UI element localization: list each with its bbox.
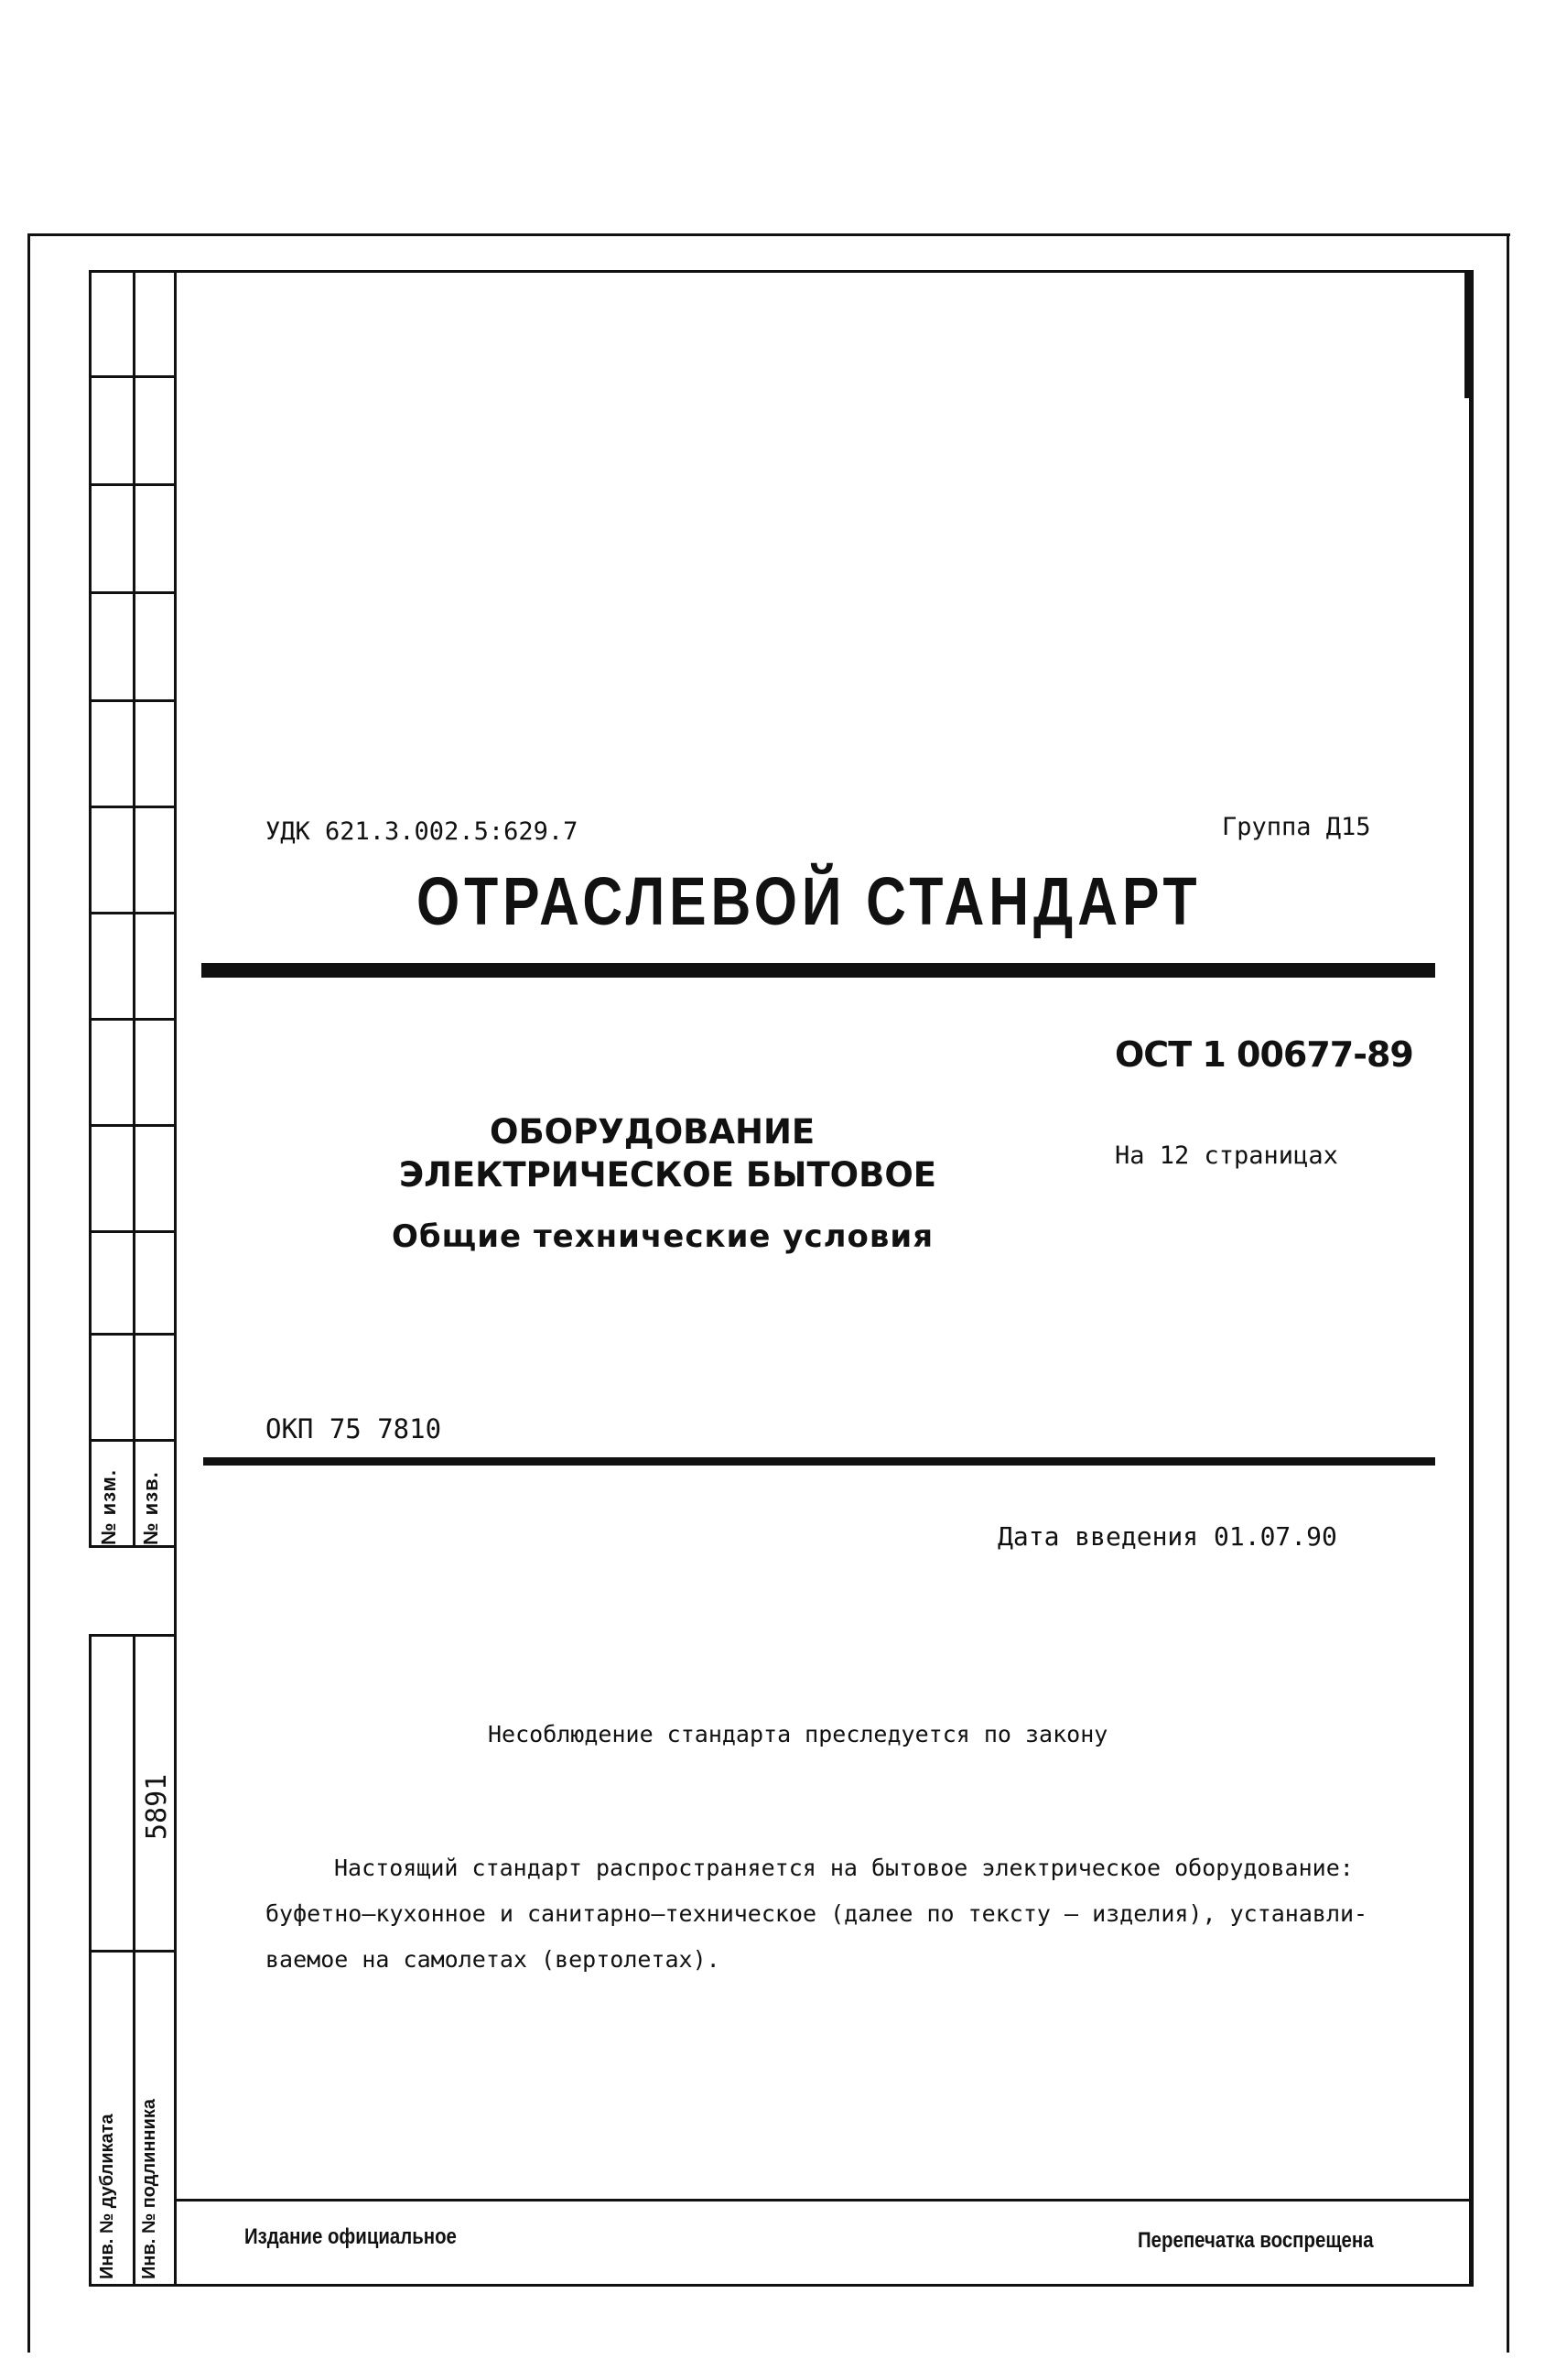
title-rule [201,963,1435,978]
udk-code: УДК 621.3.002.5:629.7 [265,817,578,846]
okp-rule [203,1457,1435,1466]
margin-label-change-no: № изм. [97,1469,120,1545]
outer-frame-right [1507,233,1509,2353]
inner-frame-bottom [89,2284,1474,2287]
standard-number: ОСТ 1 00677-89 [1115,1034,1413,1075]
okp-code: ОКП 75 7810 [265,1413,442,1444]
body-line-1: Настоящий стандарт распространяется на бытовое электрическое оборудование: [334,1855,1354,1881]
inner-frame-right [1469,270,1474,2286]
subject-subtitle: Общие технические условия [392,1218,935,1255]
group-code: Группа Д15 [1222,813,1371,841]
margin-column-line-1b [89,1634,92,2287]
page-count: На 12 страницах [1115,1141,1338,1170]
introduction-date: Дата введения 01.07.90 [998,1521,1337,1552]
body-line-2: буфетно–кухонное и санитарно–техническое (далее по тексту – изделия), устанавли- [265,1900,1368,1927]
margin-original-inv-value: 5891 [141,1773,173,1840]
margin-column-line-2 [133,270,135,1547]
page-title: ОТРАСЛЕВОЙ СТАНДАРТ [416,863,1202,939]
margin-column-line-1 [89,270,92,1547]
margin-label-notice-no: № изв. [139,1471,162,1545]
inner-frame-right-thick [1464,270,1472,398]
outer-frame-left [27,233,30,2353]
outer-frame-top [27,233,1510,236]
subject-line-2: ЭЛЕКТРИЧЕСКОЕ БЫТОВОЕ [399,1155,937,1195]
footer-reprint-prohibited: Перепечатка воспрещена [1138,2228,1374,2253]
footer-separator [174,2199,1472,2202]
subject-line-1: ОБОРУДОВАНИЕ [490,1112,816,1152]
margin-label-original-inv: Инв. № подлинника [139,2098,159,2279]
body-line-3: ваемое на самолетах (вертолетах). [265,1946,720,1973]
margin-column-line-2b [133,1634,135,2287]
margin-column-line-3 [174,270,177,2287]
footer-official-edition: Издание официальное [244,2224,457,2249]
inner-frame-top [89,270,1474,273]
margin-label-duplicate-inv: Инв. № дубликата [97,2114,117,2279]
legal-notice: Несоблюдение стандарта преследуется по закону [488,1721,1108,1747]
